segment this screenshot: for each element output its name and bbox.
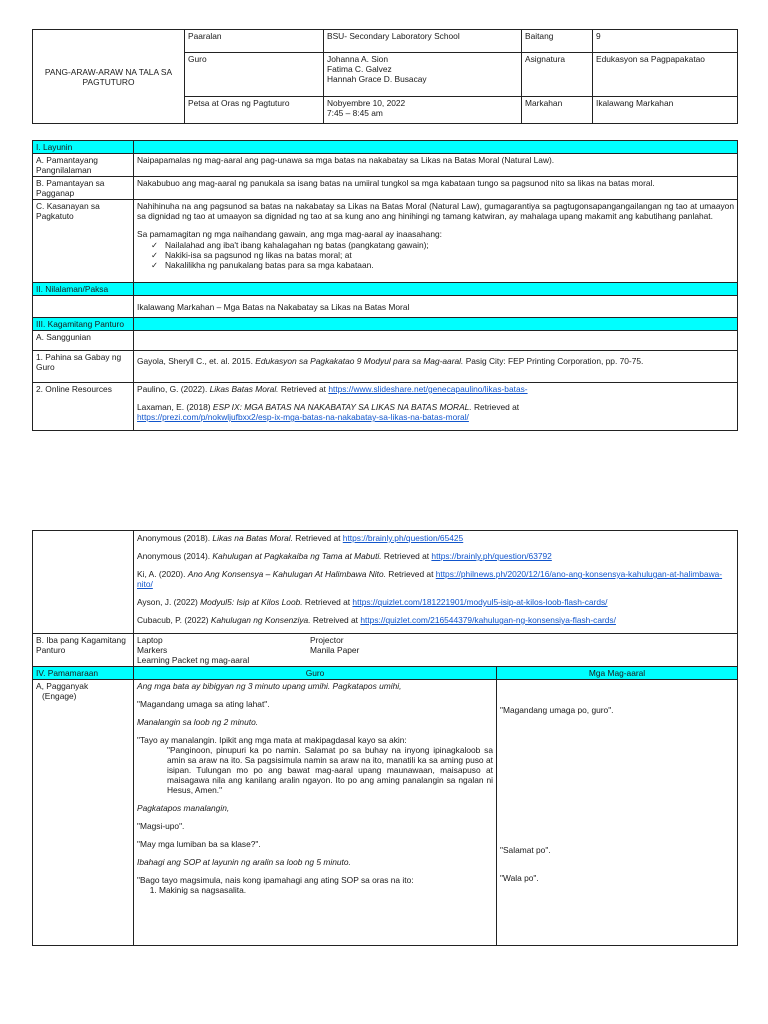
engage-sublabel: (Engage)	[42, 691, 77, 701]
row-label	[33, 680, 134, 946]
guro-line: Manalangin sa loob ng 2 minuto.	[137, 717, 259, 727]
baitang-value: 9	[593, 30, 738, 53]
materials-col-2	[310, 635, 359, 665]
markahan-value: Ikalawang Markahan	[593, 97, 738, 124]
row-content	[134, 531, 738, 634]
check-icon: ✓	[151, 250, 159, 260]
section-label: IV. Pamamaraan	[33, 667, 134, 680]
material-item: Learning Packet ng mag-aaral	[137, 655, 250, 665]
reference-link[interactable]: https://quizlet.com/181221901/modyul5-isip-at-kilos-loob-flash-cards/	[352, 597, 608, 607]
row-content: Gayola, Sheryll C., et. al. 2015. Edukasyon sa Pagkakatao 9 Modyul para sa Mag-aaral. Pasig City: FEP Printing Corporation, pp. 70-75.	[134, 351, 738, 383]
section-row-layunin	[33, 141, 738, 154]
reference-link[interactable]: https://philnews.ph/2020/12/16/ano-ang-konsensya-kahulugan-at-halimbawa-nito/	[137, 569, 723, 589]
guro-name: Hannah Grace D. Busacay	[327, 74, 427, 84]
row-pamantayang-pangnilalaman	[33, 154, 738, 177]
reference-link[interactable]: https://quizlet.com/216544379/kahulugan-ng-konsensiya-flash-cards/	[360, 615, 616, 625]
student-response: "Wala po".	[500, 873, 539, 883]
reference-item: Anonymous (2014). Kahulugan at Pagkakaiba ng Tama at Mabuti. Retrieved at https://brainly.ph/question/63792	[137, 551, 552, 561]
guro-line: "Bago tayo magsimula, nais kong ipamahagi ang ating SOP sa oras na ito:	[137, 875, 414, 885]
row-content: Nakabubuo ang mag-aaral ng panukala sa isang batas na umiiral tungkol sa mga kabataan tungo sa pagsunod nito sa likas na batas moral.	[134, 177, 738, 200]
header-table	[32, 29, 738, 124]
section-row-nilalaman	[33, 283, 738, 296]
guro-name: Johanna A. Sion	[327, 54, 389, 64]
guro-names	[324, 53, 522, 97]
guro-line: Ang mga bata ay bibigyan ng 3 minuto upang umihi. Pagkatapos umihi,	[137, 681, 402, 691]
student-response: "Magandang umaga po, guro".	[500, 705, 614, 715]
check-icon: ✓	[151, 260, 159, 270]
reference-item: Laxaman, E. (2018) ESP IX: MGA BATAS NA NAKABATAY SA LIKAS NA BATAS MORAL. Retrieved at https://prezi.com/p/nokwljufbxx2/esp-ix-mga-batas-na-nakabatay-sa-likas-na-batas-moral/	[137, 402, 520, 422]
section-label: III. Kagamitang Panturo	[33, 318, 134, 331]
guro-line: Ibahagi ang SOP at layunin ng aralin sa loob ng 5 minuto.	[137, 857, 351, 867]
petsa-label: Petsa at Oras ng Pagtuturo	[185, 97, 324, 124]
row-label: A. Sanggunian	[33, 331, 134, 351]
row-content	[134, 383, 738, 431]
section-row-pamamaraan	[33, 667, 738, 680]
reference-link[interactable]: https://prezi.com/p/nokwljufbxx2/esp-ix-mga-batas-na-nakabatay-sa-likas-na-batas-moral/	[137, 412, 469, 422]
row-online-resources	[33, 383, 738, 431]
guro-name: Fatima C. Galvez	[327, 64, 392, 74]
asignatura-value: Edukasyon sa Pagpapakatao	[593, 53, 738, 97]
inaasahan-intro: Sa pamamagitan ng mga naihandang gawain, ang mga mag-aaral ay inaasahang:	[137, 229, 442, 239]
asignatura-label: Asignatura	[522, 53, 593, 97]
guro-line: "May mga lumiban ba sa klase?".	[137, 839, 261, 849]
row-content: Naipapamalas ng mag-aaral ang pag-unawa sa mga batas na nakabatay sa Likas na Batas Moral (Natural Law).	[134, 154, 738, 177]
row-content	[134, 200, 738, 283]
reference-link[interactable]: https://www.slideshare.net/genecapaulino/likas-batas-	[328, 384, 528, 394]
row-online-resources-continued	[33, 531, 738, 634]
row-sanggunian	[33, 331, 738, 351]
section-row-kagamitan	[33, 318, 738, 331]
section-label: I. Layunin	[33, 141, 134, 154]
row-pagganyak	[33, 680, 738, 946]
guro-label: Guro	[185, 53, 324, 97]
section-label: II. Nilalaman/Paksa	[33, 283, 134, 296]
reference-item: Paulino, G. (2022). Likas Batas Moral. Retrieved at https://www.slideshare.net/genecapaulino/likas-batas-	[137, 384, 528, 394]
petsa-time: 7:45 – 8:45 am	[327, 108, 383, 118]
reference-item: Ayson, J. (2022) Modyul5: Isip at Kilos Loob. Retrieved at https://quizlet.com/181221901/modyul5-isip-at-kilos-loob-flash-cards/	[137, 597, 608, 607]
petsa-date: Nobyembre 10, 2022	[327, 98, 406, 108]
row-kasanayan	[33, 200, 738, 283]
objectives-list	[137, 240, 734, 270]
reference-item: Anonymous (2018). Likas na Batas Moral. Retrieved at https://brainly.ph/question/65425	[137, 533, 464, 543]
objective-item: ✓ Nailalahad ang iba't ibang kahalagahan ng batas (pangkatang gawain);	[151, 240, 429, 250]
guro-line: "Magsi-upo".	[137, 821, 185, 831]
guro-line: "Tayo ay manalangin. Ipikit ang mga mata at makipagdasal kayo sa akin:	[137, 735, 407, 745]
row-iba-pang-kagamitan	[33, 634, 738, 667]
lesson-plan-table-continued	[32, 530, 738, 946]
column-header-guro: Guro	[134, 667, 497, 680]
prayer-text: "Panginoon, pinupuri ka po namin. Salamat po sa buhay na inyong ipinagkaloob sa amin sa araw na ito. Sa pagsisimula namin sa araw na ito, manatili ka sa aming puso at isipan. Tulungan mo po ang bawat mag-aaral upang maunawaan, maisapuso at maisagawa nila ang kanilang aralin ngayon. Ito po ang aming panalangin sa ngalan ni Hesus, Amen."	[167, 745, 493, 795]
paaralan-label: Paaralan	[185, 30, 324, 53]
reference-item: Cubacub, P. (2022) Kahulugan ng Konsenziya. Retreived at https://quizlet.com/216544379/kahulugan-ng-konsensiya-flash-cards/	[137, 615, 616, 625]
material-item: Laptop	[137, 635, 163, 645]
nilalaman-text: Ikalawang Markahan – Mga Batas na Nakabatay sa Likas na Batas Moral	[134, 296, 738, 318]
lesson-plan-table	[32, 140, 738, 431]
markahan-label: Markahan	[522, 97, 593, 124]
objective-item: ✓ Nakiki-isa sa pagsunod ng likas na batas moral; at	[151, 250, 352, 260]
row-label: 2. Online Resources	[33, 383, 134, 431]
petsa-value	[324, 97, 522, 124]
reference-link[interactable]: https://brainly.ph/question/63792	[431, 551, 552, 561]
objective-item: ✓ Nakalilikha ng panukalang batas para sa mga kabataan.	[151, 260, 374, 270]
row-label: 1. Pahina sa Gabay ng Guro	[33, 351, 134, 383]
guro-line: "Magandang umaga sa ating lahat".	[137, 699, 270, 709]
row-gabay-guro	[33, 351, 738, 383]
sop-item: 1. Makinig sa nagsasalita.	[159, 885, 493, 895]
row-label: A. Pamantayang Pangnilalaman	[33, 154, 134, 177]
row-label: B. Iba pang Kagamitang Panturo	[33, 634, 134, 667]
baitang-label: Baitang	[522, 30, 593, 53]
materials-col-1	[137, 635, 310, 665]
material-item: Markers	[137, 645, 168, 655]
guro-column-content	[134, 680, 497, 946]
row-nilalaman-content	[33, 296, 738, 318]
column-header-mag-aaral: Mga Mag-aaral	[497, 667, 738, 680]
row-label: B. Pamantayan sa Pagganap	[33, 177, 134, 200]
guro-line: Pagkatapos manalangin,	[137, 803, 230, 813]
reference-link[interactable]: https://brainly.ph/question/65425	[342, 533, 464, 543]
mag-aaral-column-content	[497, 680, 738, 946]
row-content	[134, 634, 738, 667]
material-item: Projector	[310, 635, 344, 645]
kasanayan-text: Nahihinuha na ang pagsunod sa batas na nakabatay sa Likas na Batas Moral (Natural Law), gumagarantiya sa pagtugonsapangangailangan ng tao at umaayon sa dignidad ng tao at umaayon sa dignidad ng tao at sa kung ano ang hinihingi ng tamang katwiran, ay mahalaga upang makamit ang kabutihang panlahat.	[137, 201, 734, 221]
row-pamantayan-pagganap	[33, 177, 738, 200]
row-label: C. Kasanayan sa Pagkatuto	[33, 200, 134, 283]
material-item: Manila Paper	[310, 645, 360, 655]
engage-label: A, Pagganyak	[36, 681, 89, 691]
reference-item: Ki, A. (2020). Ano Ang Konsensya – Kahulugan At Halimbawa Nito. Retrieved at https://philnews.ph/2020/12/16/ano-ang-konsensya-kahulugan-at-halimbawa-nito/	[137, 569, 723, 589]
document-title: PANG-ARAW-ARAW NA TALA SA PAGTUTURO	[33, 30, 185, 124]
sop-list	[137, 885, 493, 895]
student-response: "Salamat po".	[500, 845, 551, 855]
check-icon: ✓	[151, 240, 159, 250]
paaralan-value: BSU- Secondary Laboratory School	[324, 30, 522, 53]
